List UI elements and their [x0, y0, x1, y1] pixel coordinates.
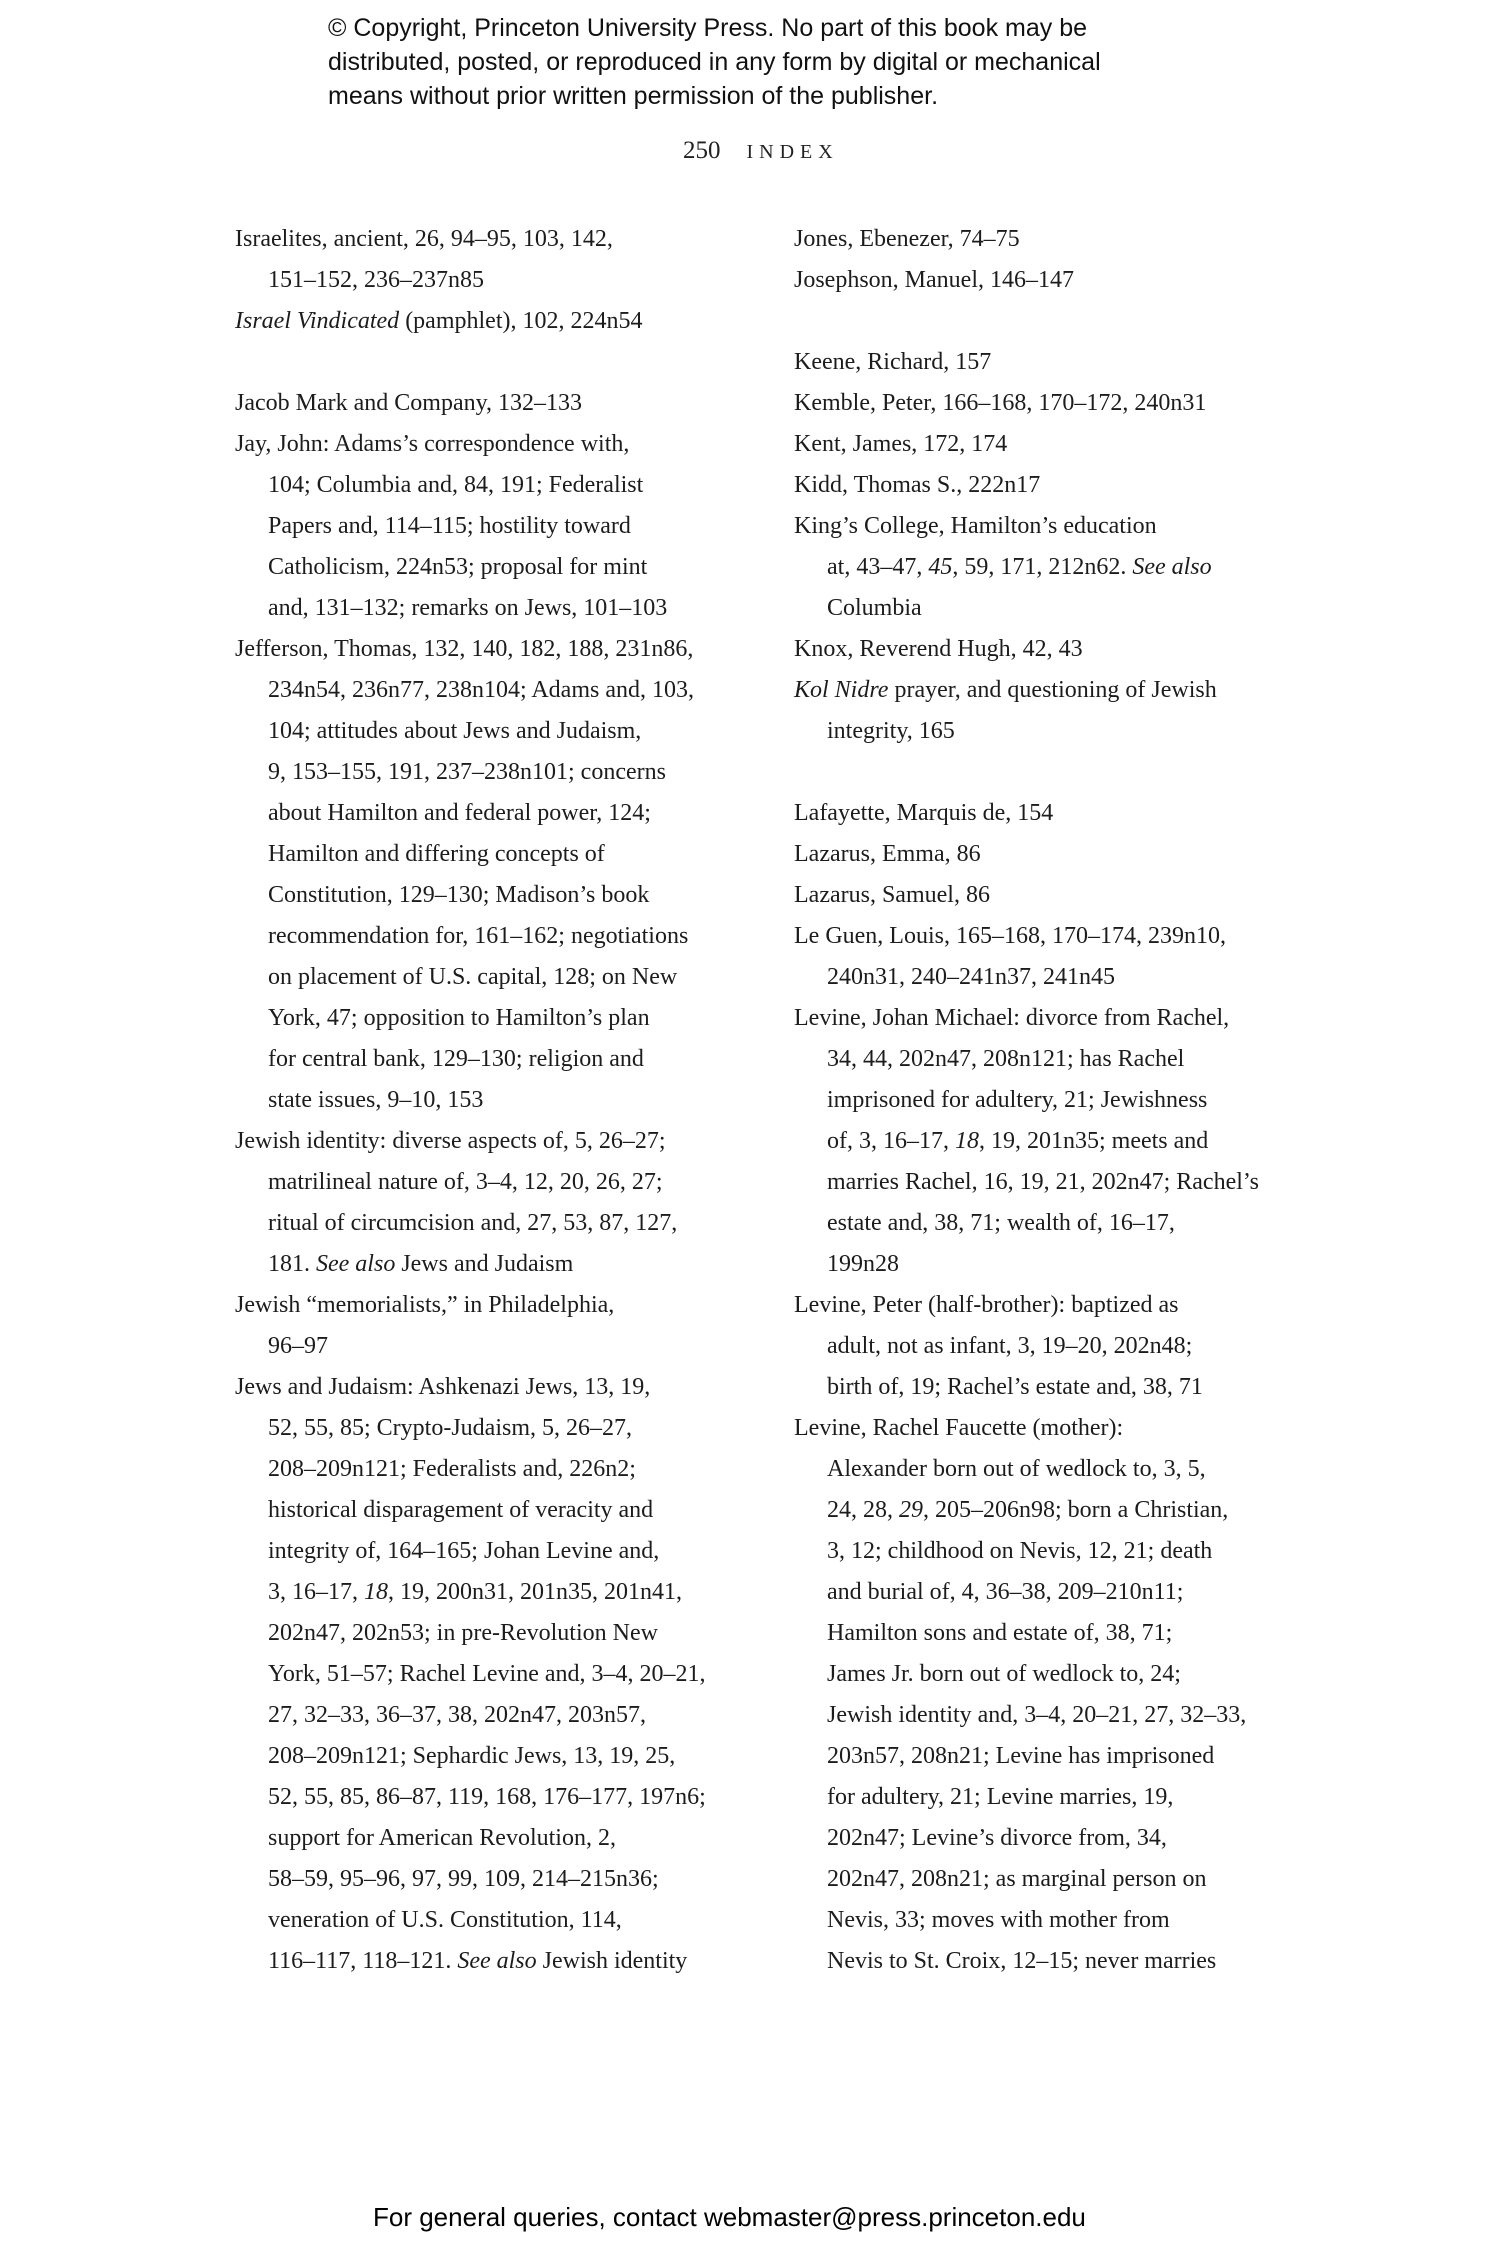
index-line-text: Lafayette, Marquis de, 154 — [794, 800, 1054, 826]
index-line — [235, 1039, 795, 1080]
index-line-text: Nevis, 33; moves with mother from — [827, 1907, 1170, 1933]
index-line — [235, 670, 795, 711]
index-line — [235, 998, 795, 1039]
copyright-notice — [328, 11, 1101, 113]
index-line — [794, 1531, 1354, 1572]
index-line-text: birth of, 19; Rachel’s estate and, 38, 71 — [827, 1374, 1203, 1400]
index-line-italic-text: See also — [457, 1948, 537, 1974]
index-line-italic-text: 18 — [955, 1128, 979, 1154]
index-line — [794, 875, 1354, 916]
index-line — [235, 1244, 795, 1285]
index-line-text: York, 51–57; Rachel Levine and, 3–4, 20–21, — [268, 1661, 706, 1687]
index-line-text: Constitution, 129–130; Madison’s book — [268, 882, 650, 908]
index-line — [235, 1162, 795, 1203]
index-line-text: 208–209n121; Federalists and, 226n2; — [268, 1456, 636, 1482]
index-line-text: 52, 55, 85, 86–87, 119, 168, 176–177, 197n6; — [268, 1784, 706, 1810]
index-line-text: Kent, James, 172, 174 — [794, 431, 1008, 457]
index-line — [235, 1654, 795, 1695]
copyright-line: means without prior written permission of the publisher. — [328, 82, 939, 110]
index-line-text: Jewish identity: diverse aspects of, 5, 26–27; — [235, 1128, 666, 1154]
index-line-text: King’s College, Hamilton’s education — [794, 513, 1157, 539]
index-line — [794, 1285, 1354, 1326]
copyright-line: distributed, posted, or reproduced in any form by digital or mechanical — [328, 48, 1101, 76]
index-line-text: integrity of, 164–165; Johan Levine and, — [268, 1538, 660, 1564]
index-line — [235, 588, 795, 629]
index-line — [794, 465, 1354, 506]
index-line-text: Lazarus, Samuel, 86 — [794, 882, 990, 908]
index-line-text: Keene, Richard, 157 — [794, 349, 992, 375]
index-line — [794, 793, 1354, 834]
index-line-text: 234n54, 236n77, 238n104; Adams and, 103, — [268, 677, 694, 703]
index-line-text: James Jr. born out of wedlock to, 24; — [827, 1661, 1181, 1687]
index-line — [235, 957, 795, 998]
index-line-text: support for American Revolution, 2, — [268, 1825, 616, 1851]
index-line-text: Jews and Judaism — [395, 1251, 574, 1277]
footer-text: For general queries, contact — [373, 2202, 704, 2232]
index-line-italic-text: Israel Vindicated — [235, 308, 400, 334]
index-line — [794, 506, 1354, 547]
index-line — [794, 1490, 1354, 1531]
webmaster-email: webmaster@press.princeton.edu — [703, 2202, 1086, 2232]
index-column-left — [235, 219, 795, 1982]
index-line — [235, 260, 795, 301]
index-line-text: imprisoned for adultery, 21; Jewishness — [827, 1087, 1208, 1113]
index-line-text: 104; attitudes about Jews and Judaism, — [268, 718, 642, 744]
index-line — [794, 1736, 1354, 1777]
entry-group-gap — [794, 301, 1354, 342]
index-line — [794, 383, 1354, 424]
index-line-text: Israelites, ancient, 26, 94–95, 103, 142, — [235, 226, 613, 252]
index-line-text: 199n28 — [827, 1251, 899, 1277]
index-line — [235, 1941, 795, 1982]
index-line — [235, 1285, 795, 1326]
index-line-text: Levine, Peter (half-brother): baptized as — [794, 1292, 1179, 1318]
index-line-text: ritual of circumcision and, 27, 53, 87, 127, — [268, 1210, 678, 1236]
index-line-text: of, 3, 16–17, — [827, 1128, 955, 1154]
index-line — [794, 424, 1354, 465]
index-line — [794, 629, 1354, 670]
index-line — [794, 670, 1354, 711]
index-line — [235, 1080, 795, 1121]
index-line — [794, 1859, 1354, 1900]
index-line-text: 9, 153–155, 191, 237–238n101; concerns — [268, 759, 666, 785]
index-line-text: state issues, 9–10, 153 — [268, 1087, 484, 1113]
index-line-text: Hamilton and differing concepts of — [268, 841, 605, 867]
index-line — [794, 1572, 1354, 1613]
index-line — [794, 260, 1354, 301]
index-line — [235, 383, 795, 424]
index-line — [794, 219, 1354, 260]
index-line — [794, 1121, 1354, 1162]
index-line — [794, 547, 1354, 588]
index-line — [794, 1777, 1354, 1818]
index-line-text: Kemble, Peter, 166–168, 170–172, 240n31 — [794, 390, 1207, 416]
index-line — [794, 957, 1354, 998]
index-line-text: Columbia — [827, 595, 922, 621]
index-line — [235, 1572, 795, 1613]
index-line-text: and burial of, 4, 36–38, 209–210n11; — [827, 1579, 1184, 1605]
entry-group-gap — [794, 752, 1354, 793]
index-line — [794, 1203, 1354, 1244]
index-line-text: , 59, 171, 212n62. — [952, 554, 1133, 580]
index-line — [235, 875, 795, 916]
index-line-text: historical disparagement of veracity and — [268, 1497, 654, 1523]
index-line — [794, 916, 1354, 957]
index-line-text: Levine, Rachel Faucette (mother): — [794, 1415, 1124, 1441]
index-line — [794, 1613, 1354, 1654]
index-line-text: Josephson, Manuel, 146–147 — [794, 267, 1074, 293]
index-line-text: integrity, 165 — [827, 718, 955, 744]
index-line — [235, 1859, 795, 1900]
index-line-text: Lazarus, Emma, 86 — [794, 841, 981, 867]
index-line — [235, 711, 795, 752]
index-line — [235, 1121, 795, 1162]
index-line-text: 3, 12; childhood on Nevis, 12, 21; death — [827, 1538, 1213, 1564]
index-line-text: marries Rachel, 16, 19, 21, 202n47; Rachel’s — [827, 1169, 1259, 1195]
index-line — [235, 1408, 795, 1449]
index-line — [794, 1080, 1354, 1121]
index-line-text: 208–209n121; Sephardic Jews, 13, 19, 25, — [268, 1743, 676, 1769]
index-line — [794, 1367, 1354, 1408]
index-line — [794, 1818, 1354, 1859]
index-line-italic-text: See also — [1132, 554, 1212, 580]
index-line — [794, 1941, 1354, 1982]
index-line — [235, 547, 795, 588]
page-number: 250 — [683, 137, 721, 164]
index-line-text: adult, not as infant, 3, 19–20, 202n48; — [827, 1333, 1193, 1359]
index-line-text: about Hamilton and federal power, 124; — [268, 800, 651, 826]
index-line — [235, 219, 795, 260]
index-line-text: Knox, Reverend Hugh, 42, 43 — [794, 636, 1083, 662]
index-line-text: 240n31, 240–241n37, 241n45 — [827, 964, 1115, 990]
index-line-text: 3, 16–17, — [268, 1579, 364, 1605]
index-line-text: for central bank, 129–130; religion and — [268, 1046, 644, 1072]
index-line — [794, 1695, 1354, 1736]
index-line-text: 202n47, 202n53; in pre-Revolution New — [268, 1620, 658, 1646]
page-footer — [373, 2202, 1086, 2233]
index-line-text: Le Guen, Louis, 165–168, 170–174, 239n10, — [794, 923, 1226, 949]
index-line-text: , 19, 201n35; meets and — [979, 1128, 1209, 1154]
index-line-text: on placement of U.S. capital, 128; on New — [268, 964, 678, 990]
index-line — [235, 301, 795, 342]
index-line — [794, 1449, 1354, 1490]
index-line-text: 202n47, 208n21; as marginal person on — [827, 1866, 1207, 1892]
index-column-right — [794, 219, 1354, 1982]
index-line — [235, 1449, 795, 1490]
index-line — [235, 629, 795, 670]
index-line-text: veneration of U.S. Constitution, 114, — [268, 1907, 622, 1933]
index-line-italic-text: 45 — [928, 554, 953, 580]
index-line-text: Hamilton sons and estate of, 38, 71; — [827, 1620, 1173, 1646]
index-line-italic-text: 29 — [899, 1497, 923, 1523]
index-line-text: Jews and Judaism: Ashkenazi Jews, 13, 19, — [235, 1374, 651, 1400]
index-line-text: 58–59, 95–96, 97, 99, 109, 214–215n36; — [268, 1866, 659, 1892]
index-line-text: 34, 44, 202n47, 208n121; has Rachel — [827, 1046, 1185, 1072]
index-heading: INDEX — [746, 141, 839, 163]
index-line-text: (pamphlet), 102, 224n54 — [399, 308, 643, 334]
index-line-text: York, 47; opposition to Hamilton’s plan — [268, 1005, 650, 1031]
index-line — [235, 793, 795, 834]
index-line — [235, 1613, 795, 1654]
index-line — [794, 588, 1354, 629]
index-line-text: Kidd, Thomas S., 222n17 — [794, 472, 1041, 498]
index-line-text: 116–117, 118–121. — [268, 1948, 458, 1974]
index-line-text: , 205–206n98; born a Christian, — [923, 1497, 1229, 1523]
index-line — [235, 1736, 795, 1777]
index-line-italic-text: 18 — [364, 1579, 388, 1605]
index-line-text: prayer, and questioning of Jewish — [888, 677, 1217, 703]
index-line — [794, 711, 1354, 752]
index-line — [235, 1777, 795, 1818]
index-line — [794, 998, 1354, 1039]
index-line-text: 104; Columbia and, 84, 191; Federalist — [268, 472, 644, 498]
copyright-line: © Copyright, Princeton University Press. No part of this book may be — [328, 14, 1088, 42]
index-line — [794, 342, 1354, 383]
index-line-text: at, 43–47, — [827, 554, 929, 580]
index-line — [235, 1695, 795, 1736]
index-line-text: Papers and, 114–115; hostility toward — [268, 513, 631, 539]
index-line-italic-text: See also — [316, 1251, 396, 1277]
index-line — [235, 506, 795, 547]
index-line — [235, 752, 795, 793]
index-line-text: for adultery, 21; Levine marries, 19, — [827, 1784, 1174, 1810]
index-line — [794, 1408, 1354, 1449]
index-line-text: 24, 28, — [827, 1497, 899, 1523]
index-line — [235, 1326, 795, 1367]
index-line-italic-text: Kol Nidre — [794, 677, 889, 703]
index-line-text: Alexander born out of wedlock to, 3, 5, — [827, 1456, 1206, 1482]
index-line-text: Jewish identity — [536, 1948, 688, 1974]
index-line-text: Jefferson, Thomas, 132, 140, 182, 188, 231n86, — [235, 636, 694, 662]
index-line-text: estate and, 38, 71; wealth of, 16–17, — [827, 1210, 1175, 1236]
index-line — [235, 1367, 795, 1408]
index-line-text: recommendation for, 161–162; negotiations — [268, 923, 689, 949]
index-line — [794, 1900, 1354, 1941]
index-line-text: 181. — [268, 1251, 316, 1277]
index-line-text: 202n47; Levine’s divorce from, 34, — [827, 1825, 1167, 1851]
page-header — [683, 137, 839, 165]
index-line-text: 151–152, 236–237n85 — [268, 267, 484, 293]
index-line — [235, 465, 795, 506]
entry-group-gap — [235, 342, 795, 383]
index-line-text: Jewish “memorialists,” in Philadelphia, — [235, 1292, 615, 1318]
index-line-text: Nevis to St. Croix, 12–15; never marries — [827, 1948, 1217, 1974]
index-line — [794, 1162, 1354, 1203]
index-line-text: Jacob Mark and Company, 132–133 — [235, 390, 583, 416]
index-line-text: 203n57, 208n21; Levine has imprisoned — [827, 1743, 1215, 1769]
index-line-text: Jones, Ebenezer, 74–75 — [794, 226, 1020, 252]
index-line — [794, 834, 1354, 875]
index-line-text: Levine, Johan Michael: divorce from Rachel, — [794, 1005, 1230, 1031]
index-line-text: Jay, John: Adams’s correspondence with, — [235, 431, 630, 457]
index-line — [794, 1654, 1354, 1695]
index-line — [235, 424, 795, 465]
index-line — [235, 1900, 795, 1941]
index-line-text: and, 131–132; remarks on Jews, 101–103 — [268, 595, 668, 621]
index-line-text: Jewish identity and, 3–4, 20–21, 27, 32–33, — [827, 1702, 1247, 1728]
index-line-text: Catholicism, 224n53; proposal for mint — [268, 554, 648, 580]
index-line — [235, 1490, 795, 1531]
index-line-text: matrilineal nature of, 3–4, 12, 20, 26, 27; — [268, 1169, 663, 1195]
index-line-text: , 19, 200n31, 201n35, 201n41, — [388, 1579, 682, 1605]
index-line — [235, 916, 795, 957]
index-line — [794, 1244, 1354, 1285]
index-line — [794, 1039, 1354, 1080]
index-line — [235, 1531, 795, 1572]
index-line — [794, 1326, 1354, 1367]
index-line-text: 52, 55, 85; Crypto-Judaism, 5, 26–27, — [268, 1415, 632, 1441]
index-line — [235, 1818, 795, 1859]
index-line-text: 96–97 — [268, 1333, 328, 1359]
index-line — [235, 1203, 795, 1244]
index-line-text: 27, 32–33, 36–37, 38, 202n47, 203n57, — [268, 1702, 646, 1728]
index-line — [235, 834, 795, 875]
